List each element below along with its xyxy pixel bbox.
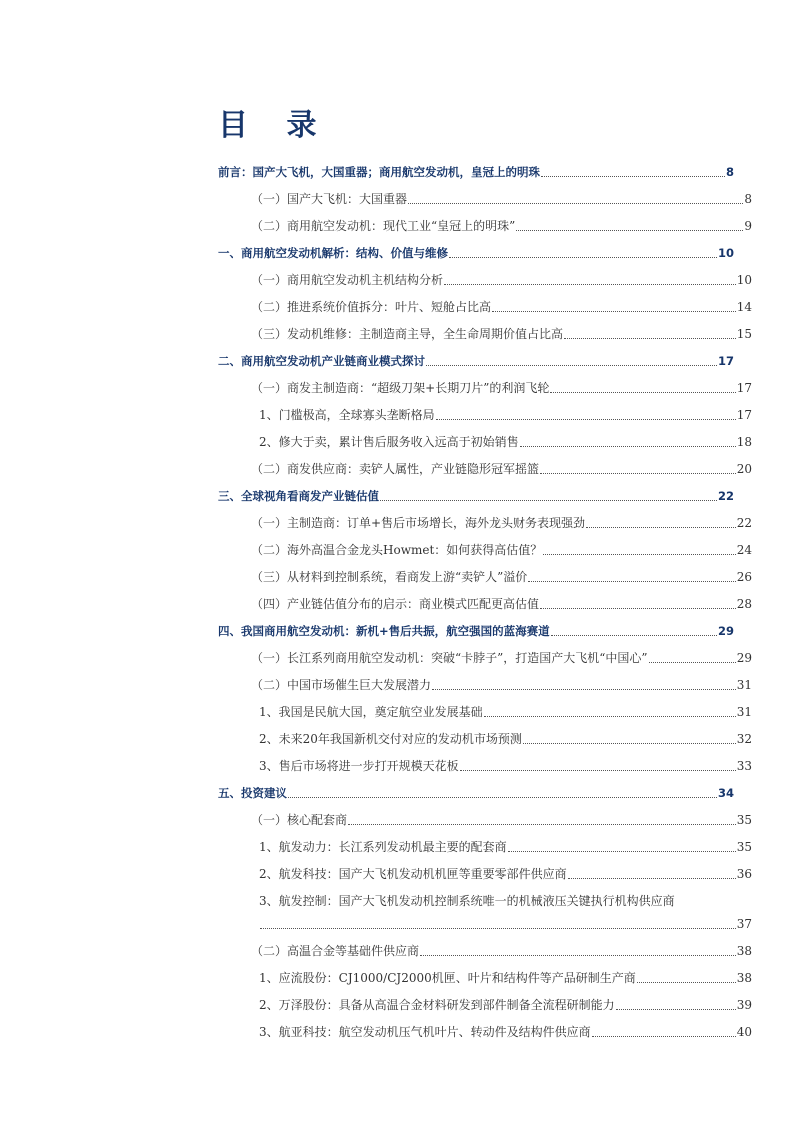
toc-label: （四）产业链估值分布的启示：商业模式匹配更高估值 [251, 597, 540, 611]
toc-label: 五、投资建议 [218, 786, 287, 800]
toc-page: 35 [736, 813, 752, 827]
toc-label: 二、商用航空发动机产业链商业模式探讨 [218, 354, 425, 368]
toc-page: 32 [736, 732, 752, 746]
toc-page: 9 [744, 219, 752, 233]
toc-entry[interactable] [259, 893, 752, 909]
leader-dots [348, 824, 736, 825]
leader-dots [516, 230, 743, 231]
toc-page: 24 [736, 543, 752, 557]
toc-page: 17 [736, 408, 752, 422]
toc-entry-preface[interactable] [218, 164, 752, 180]
toc-entry[interactable] [251, 218, 752, 234]
toc-label: （二）高温合金等基础件供应商 [251, 944, 420, 958]
toc-label: （三）发动机维修：主制造商主导，全生命周期价值占比高 [251, 327, 564, 341]
toc-page: 22 [717, 489, 734, 503]
toc-entry[interactable] [251, 812, 752, 828]
toc-page: 34 [717, 786, 734, 800]
toc-entry[interactable] [251, 569, 752, 585]
leader-dots [420, 955, 736, 956]
toc-page: 38 [736, 944, 752, 958]
toc-label: 前言：国产大飞机，大国重器；商用航空发动机，皇冠上的明珠 [218, 165, 540, 179]
toc-page: 17 [717, 354, 734, 368]
leader-dots [436, 419, 736, 420]
toc-entry[interactable] [259, 1024, 752, 1040]
leader-dots [432, 689, 736, 690]
leader-dots [637, 982, 736, 983]
toc-entry[interactable] [259, 970, 752, 986]
toc-page: 33 [736, 759, 752, 773]
toc-entry[interactable] [251, 380, 752, 396]
toc-entry[interactable] [251, 650, 752, 666]
toc-label: 3、航亚科技：航空发动机压气机叶片、转动件及结构件供应商 [259, 1025, 591, 1039]
leader-dots [260, 928, 736, 929]
toc-label: 2、万泽股份：具备从高温合金材料研发到部件制备全流程研制能力 [259, 998, 615, 1012]
toc-label: 2、修大于卖，累计售后服务收入远高于初始销售 [259, 435, 519, 449]
toc-page: 15 [736, 327, 752, 341]
toc-entry[interactable] [259, 704, 752, 720]
leader-dots [426, 365, 717, 366]
leader-dots [408, 203, 743, 204]
toc-page: 38 [736, 971, 752, 985]
toc-label: 1、航发动力：长江系列发动机最主要的配套商 [259, 840, 507, 854]
toc-entry[interactable] [251, 943, 752, 959]
leader-dots [449, 257, 717, 258]
toc-label: （一）主制造商：订单+售后市场增长，海外龙头财务表现强劲 [251, 516, 586, 530]
toc-label: 1、应流股份：CJ1000/CJ2000机匣、叶片和结构件等产品研制生产商 [259, 971, 636, 985]
toc-entry[interactable] [259, 407, 752, 423]
toc-page: 18 [736, 435, 752, 449]
leader-dots [520, 446, 736, 447]
toc-label: （一）核心配套商 [251, 813, 348, 827]
toc-entry[interactable] [251, 542, 752, 558]
toc-label: （三）从材料到控制系统，看商发上游“卖铲人”溢价 [251, 570, 528, 584]
leader-dots [564, 338, 736, 339]
toc-label: 2、未来20年我国新机交付对应的发动机市场预测 [259, 732, 522, 746]
toc-page: 40 [736, 1025, 752, 1039]
leader-dots [649, 662, 736, 663]
toc-page: 37 [736, 917, 752, 931]
toc-page: 36 [736, 867, 752, 881]
toc-entry[interactable] [251, 596, 752, 612]
toc-label: 3、航发控制：国产大飞机发动机控制系统唯一的机械液压关键执行机构供应商 [259, 894, 675, 908]
toc-entry-section-1[interactable] [218, 245, 752, 261]
toc-entry[interactable] [259, 758, 752, 774]
toc-entry[interactable] [251, 461, 752, 477]
leader-dots [380, 500, 717, 501]
leader-dots [586, 527, 736, 528]
leader-dots [444, 284, 736, 285]
toc-entry[interactable] [251, 515, 752, 531]
toc-page: 28 [736, 597, 752, 611]
toc-page: 29 [717, 624, 734, 638]
toc-page: 29 [736, 651, 752, 665]
toc-entry[interactable] [259, 434, 752, 450]
leader-dots [551, 635, 717, 636]
leader-dots [492, 311, 736, 312]
toc-entry[interactable] [251, 272, 752, 288]
leader-dots [540, 608, 736, 609]
toc-entry[interactable] [259, 839, 752, 855]
toc-label: （二）推进系统价值拆分：叶片、短舱占比高 [251, 300, 492, 314]
toc-page: 31 [736, 678, 752, 692]
leader-dots [528, 581, 735, 582]
toc-label: （二）商用航空发动机：现代工业“皇冠上的明珠” [251, 219, 516, 233]
toc-page: 17 [736, 381, 752, 395]
toc-entry[interactable] [251, 299, 752, 315]
toc-entry-continuation[interactable] [259, 916, 752, 932]
toc-entry[interactable] [251, 326, 752, 342]
leader-dots [523, 743, 736, 744]
toc-entry-section-4[interactable] [218, 623, 752, 639]
toc-label: 3、售后市场将进一步打开规模天花板 [259, 759, 459, 773]
toc-label: 1、我国是民航大国，奠定航空业发展基础 [259, 705, 483, 719]
toc-label: 2、航发科技：国产大飞机发动机机匣等重要零部件供应商 [259, 867, 567, 881]
leader-dots [540, 473, 736, 474]
leader-dots [592, 1036, 736, 1037]
toc-entry-section-5[interactable] [218, 785, 752, 801]
toc-page: 31 [736, 705, 752, 719]
toc-entry[interactable] [251, 191, 752, 207]
toc-page: 8 [744, 192, 752, 206]
toc-entry[interactable] [259, 997, 752, 1013]
toc-label: （二）中国市场催生巨大发展潜力 [251, 678, 432, 692]
toc-label: 一、商用航空发动机解析：结构、价值与维修 [218, 246, 448, 260]
leader-dots [541, 176, 725, 177]
toc-label: （二）商发供应商：卖铲人属性，产业链隐形冠军摇篮 [251, 462, 540, 476]
toc-page: 20 [736, 462, 752, 476]
toc-page: 22 [736, 516, 752, 530]
toc-page: 26 [736, 570, 752, 584]
toc-label: （一）长江系列商用航空发动机：突破“卡脖子”，打造国产大飞机“中国心” [251, 651, 648, 665]
leader-dots [550, 392, 735, 393]
leader-dots [484, 716, 736, 717]
toc-entry-section-2[interactable] [218, 353, 752, 369]
toc-label: 四、我国商用航空发动机：新机+售后共振，航空强国的蓝海赛道 [218, 624, 550, 638]
toc-page: 10 [717, 246, 734, 260]
leader-dots [288, 797, 717, 798]
toc-page: 35 [736, 840, 752, 854]
leader-dots [543, 554, 735, 555]
leader-dots [568, 878, 736, 879]
toc-entry[interactable] [251, 677, 752, 693]
toc-label: 三、全球视角看商发产业链估值 [218, 489, 379, 503]
toc-label: （一）商发主制造商：“超级刀架+长期刀片”的利润飞轮 [251, 381, 550, 395]
page-title: 目 录 [218, 108, 331, 143]
toc-page: 10 [736, 273, 752, 287]
toc-label: （一）国产大飞机：大国重器 [251, 192, 408, 206]
toc-label: （二）海外高温合金龙头Howmet：如何获得高估值？ [251, 543, 543, 557]
toc-entry[interactable] [259, 866, 752, 882]
toc-entry[interactable] [259, 731, 752, 747]
toc-entry-section-3[interactable] [218, 488, 752, 504]
toc-page: 8 [725, 165, 734, 179]
leader-dots [616, 1009, 736, 1010]
leader-dots [460, 770, 736, 771]
toc-label: （一）商用航空发动机主机结构分析 [251, 273, 444, 287]
leader-dots [508, 851, 736, 852]
toc-label: 1、门槛极高，全球寡头垄断格局 [259, 408, 435, 422]
toc-page: 14 [736, 300, 752, 314]
toc-page: 39 [736, 998, 752, 1012]
